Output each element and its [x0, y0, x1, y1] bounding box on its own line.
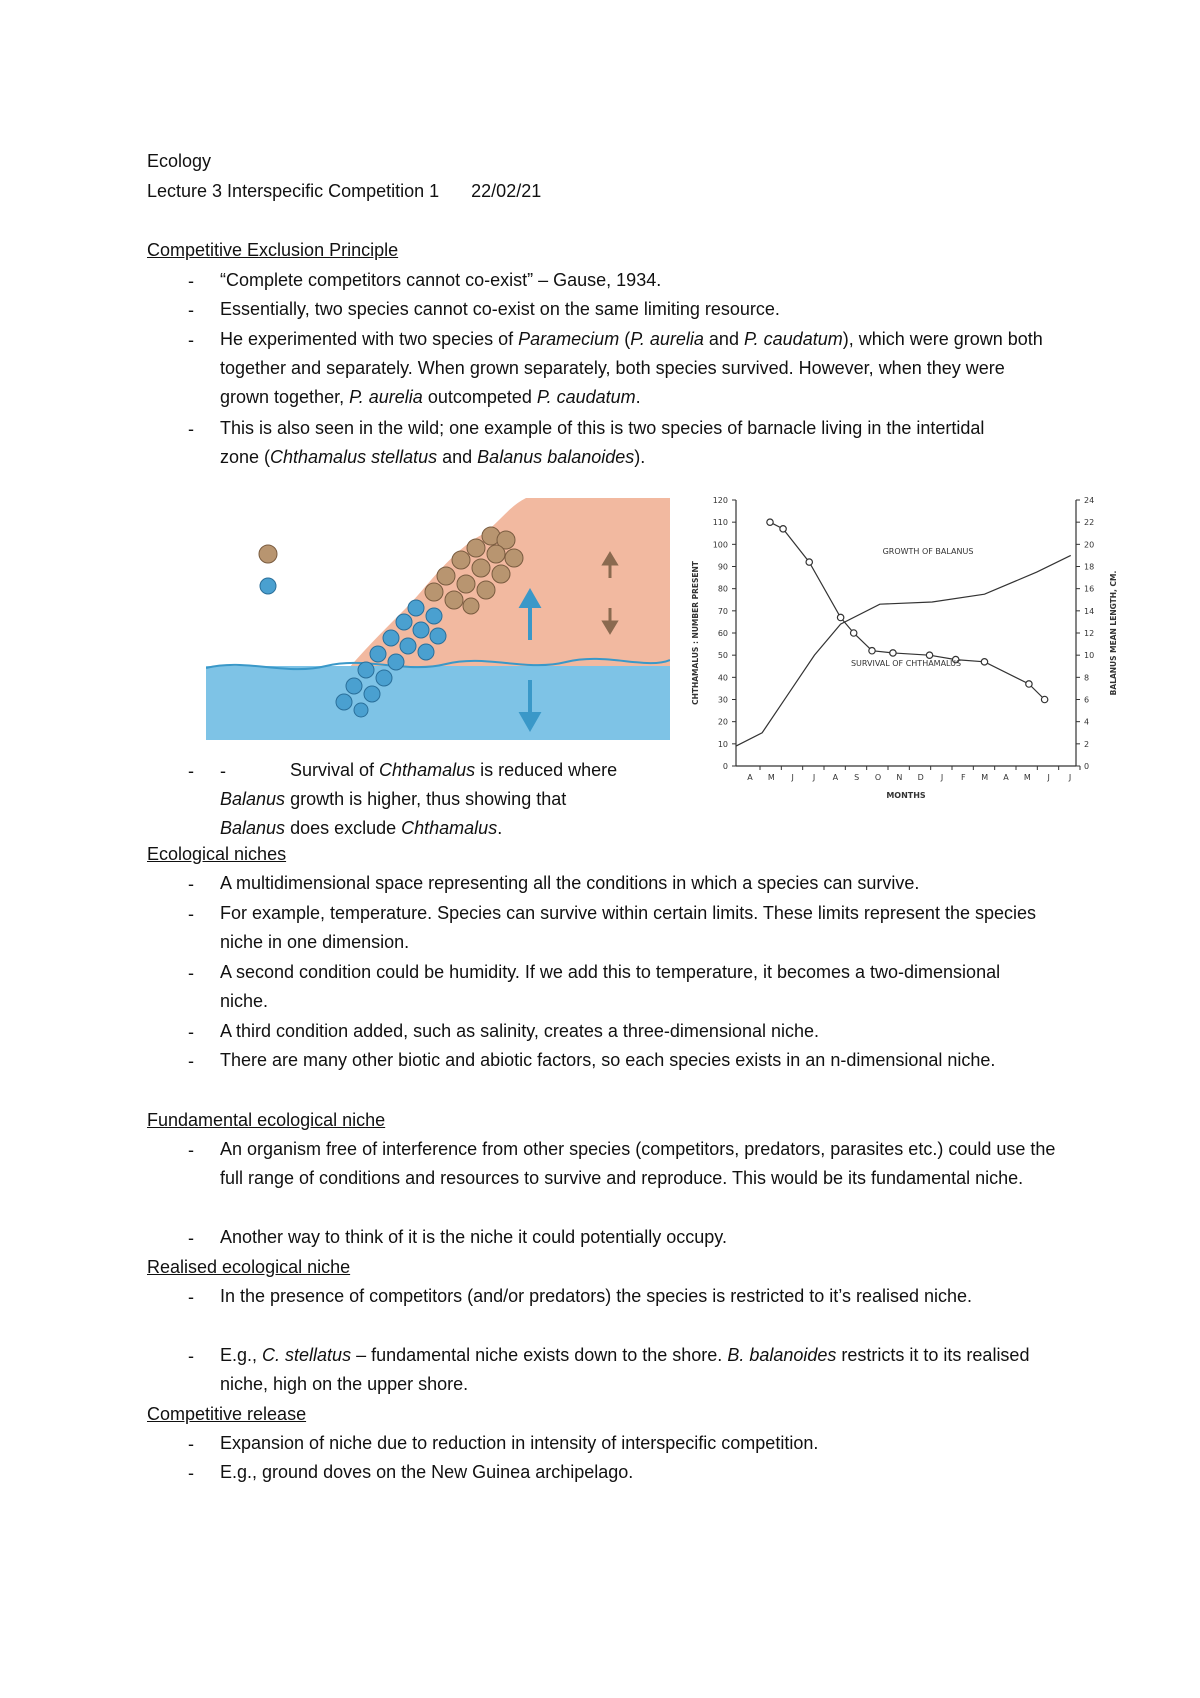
niches-bullet-5: There are many other biotic and abiotic factors, so each species exists in an n-dimensional niche.	[220, 1050, 996, 1070]
y-tick-label-left: 80	[717, 584, 728, 594]
series-label-chthamalus: SURVIVAL OF CHTHAMALUS	[850, 659, 962, 668]
y-tick-label-right: 14	[1084, 606, 1095, 616]
y-tick-label-left: 30	[717, 695, 728, 705]
x-tick-label: M	[981, 773, 989, 782]
y-axis-label-right: BALANUS MEAN LENGTH, CM.	[1109, 570, 1118, 696]
x-tick-label: J	[812, 773, 816, 782]
lecture-name: Lecture 3 Interspecific Competition 1	[147, 181, 440, 201]
fundamental-bullet-2: Another way to think of it is the niche it could potentially occupy.	[220, 1227, 727, 1247]
bullet-dash: -	[188, 300, 194, 320]
chthamalus-legend-icon	[260, 578, 276, 594]
niches-bullet-2: For example, temperature. Species can survive within certain limits. These limits represent the species niche in one dimension.	[220, 903, 1037, 952]
x-tick-label: F	[961, 773, 966, 782]
bullet-dash: -	[188, 419, 194, 439]
course-title: Ecology	[147, 151, 212, 171]
data-point-chthamalus	[926, 652, 932, 658]
exclusion-bullet-4: This is also seen in the wild; one example of this is two species of barnacle living in the intertidal zone (Chthamalus stellatus and Balanus balanoides).	[220, 418, 985, 467]
x-tick-label: A	[832, 773, 839, 782]
chart-caption: Survival of Chthamalus is reduced where Balanus growth is higher, thus showing that Balanus does exclude Chthamalus.	[220, 760, 618, 838]
y-tick-label-left: 120	[712, 496, 728, 505]
bullet-dash: -	[188, 1463, 194, 1483]
release-bullet-2: E.g., ground doves on the New Guinea archipelago.	[220, 1462, 634, 1482]
x-tick-label: A	[747, 773, 753, 782]
heading-realised: Realised ecological niche	[147, 1257, 351, 1277]
x-tick-label: O	[874, 773, 882, 782]
bullet-dash: -	[188, 1051, 194, 1071]
y-tick-label-left: 40	[717, 673, 728, 683]
bullet-dash: -	[188, 271, 194, 291]
x-tick-label: J	[1047, 773, 1050, 782]
fundamental-bullet-1: An organism free of interference from other species (competitors, predators, parasites etc.) could use the full range of conditions and resources to survive and reproduce. This would be its fundamental niche.	[220, 1139, 1056, 1188]
y-tick-label-right: 8	[1084, 673, 1090, 683]
data-point-chthamalus	[981, 659, 987, 665]
data-point-chthamalus	[806, 559, 812, 565]
y-tick-label-right: 16	[1084, 584, 1095, 594]
data-point-chthamalus	[1026, 681, 1032, 687]
realised-bullet-1: In the presence of competitors (and/or predators) the species is restricted to it’s realised niche.	[220, 1286, 973, 1306]
bullet-dash: -	[188, 1346, 194, 1366]
lecture-date: 22/02/21	[471, 181, 542, 201]
exclusion-bullet-2: Essentially, two species cannot co-exist on the same limiting resource.	[220, 299, 780, 319]
bullet-dash: -	[188, 1022, 194, 1042]
y-tick-label-left: 0	[722, 762, 728, 771]
y-tick-label-right: 10	[1084, 651, 1095, 661]
series-line-balanus	[736, 555, 1071, 746]
bullet-dash: -	[188, 761, 194, 781]
y-tick-label-left: 70	[717, 606, 728, 616]
barnacle-line-chart	[688, 488, 1128, 806]
heading-fundamental: Fundamental ecological niche	[147, 1110, 386, 1130]
y-tick-label-right: 22	[1084, 518, 1095, 528]
y-axis-label-left: CHTHAMALUS : NUMBER PRESENT	[691, 561, 700, 705]
heading-niches: Ecological niches	[147, 844, 287, 864]
bullet-dash: -	[188, 1228, 194, 1248]
heading-exclusion: Competitive Exclusion Principle	[147, 240, 399, 260]
x-tick-label: A	[1003, 773, 1009, 782]
y-tick-label-right: 12	[1084, 629, 1095, 638]
bullet-dash: -	[188, 963, 194, 983]
y-tick-label-left: 100	[712, 540, 728, 550]
bullet-dash: -	[188, 330, 194, 350]
y-tick-label-left: 110	[712, 518, 728, 528]
realised-bullet-2: E.g., C. stellatus – fundamental niche exists down to the shore. B. balanoides restricts it to its realised niche, high on the upper shore.	[220, 1345, 1030, 1394]
barnacle-zonation-illustration	[206, 498, 670, 740]
bullet-dash: -	[188, 1287, 194, 1307]
data-point-chthamalus	[850, 630, 856, 636]
bullet-dash: -	[220, 761, 226, 781]
bullet-dash: -	[188, 1434, 194, 1454]
lecture-title	[147, 180, 541, 202]
x-tick-label: D	[917, 773, 924, 782]
niches-bullet-1: A multidimensional space representing all the conditions in which a species can survive.	[220, 873, 920, 893]
bullet-dash: -	[188, 904, 194, 924]
y-tick-label-right: 6	[1084, 695, 1090, 705]
y-tick-label-right: 0	[1084, 762, 1090, 771]
x-tick-label: J	[1068, 773, 1072, 782]
data-point-chthamalus	[890, 650, 896, 656]
y-tick-label-right: 18	[1084, 562, 1095, 572]
niches-bullet-4: A third condition added, such as salinity, creates a three-dimensional niche.	[220, 1021, 820, 1041]
data-point-chthamalus	[780, 526, 786, 532]
y-tick-label-left: 10	[717, 739, 728, 749]
balanus-legend-icon	[259, 545, 277, 563]
x-tick-label: S	[854, 773, 860, 782]
x-tick-label: J	[940, 773, 944, 782]
y-tick-label-right: 20	[1084, 540, 1095, 550]
y-tick-label-left: 20	[717, 717, 728, 727]
y-tick-label-left: 50	[717, 651, 728, 661]
exclusion-bullet-1: “Complete competitors cannot co-exist” – Gause, 1934.	[220, 270, 662, 290]
heading-release: Competitive release	[147, 1404, 307, 1424]
y-tick-label-right: 4	[1084, 717, 1090, 727]
y-tick-label-left: 90	[717, 562, 728, 572]
x-tick-label: J	[791, 773, 794, 782]
y-tick-label-right: 24	[1084, 496, 1095, 505]
data-point-chthamalus	[837, 614, 843, 620]
data-point-chthamalus	[1041, 696, 1047, 702]
y-tick-label-left: 60	[717, 629, 728, 638]
x-tick-label: M	[1023, 773, 1031, 782]
bullet-dash: -	[188, 1140, 194, 1160]
y-tick-label-right: 2	[1084, 739, 1090, 749]
bullet-dash: -	[188, 874, 194, 894]
release-bullet-1: Expansion of niche due to reduction in intensity of interspecific competition.	[220, 1433, 819, 1453]
x-axis-label: MONTHS	[886, 791, 926, 800]
x-tick-label: M	[767, 773, 775, 782]
data-point-chthamalus	[869, 648, 875, 654]
niches-bullet-3: A second condition could be humidity. If we add this to temperature, it becomes a two-dimensional niche.	[220, 962, 1001, 1011]
exclusion-bullet-3: He experimented with two species of Paramecium (P. aurelia and P. caudatum), which were grown both together and separately. When grown separately, both species survived. However, when they were grown together, P. aurelia outcompeted P. caudatum.	[220, 329, 1043, 407]
x-tick-label: N	[896, 773, 903, 782]
data-point-chthamalus	[767, 519, 773, 525]
series-label-balanus: GROWTH OF BALANUS	[882, 547, 974, 556]
